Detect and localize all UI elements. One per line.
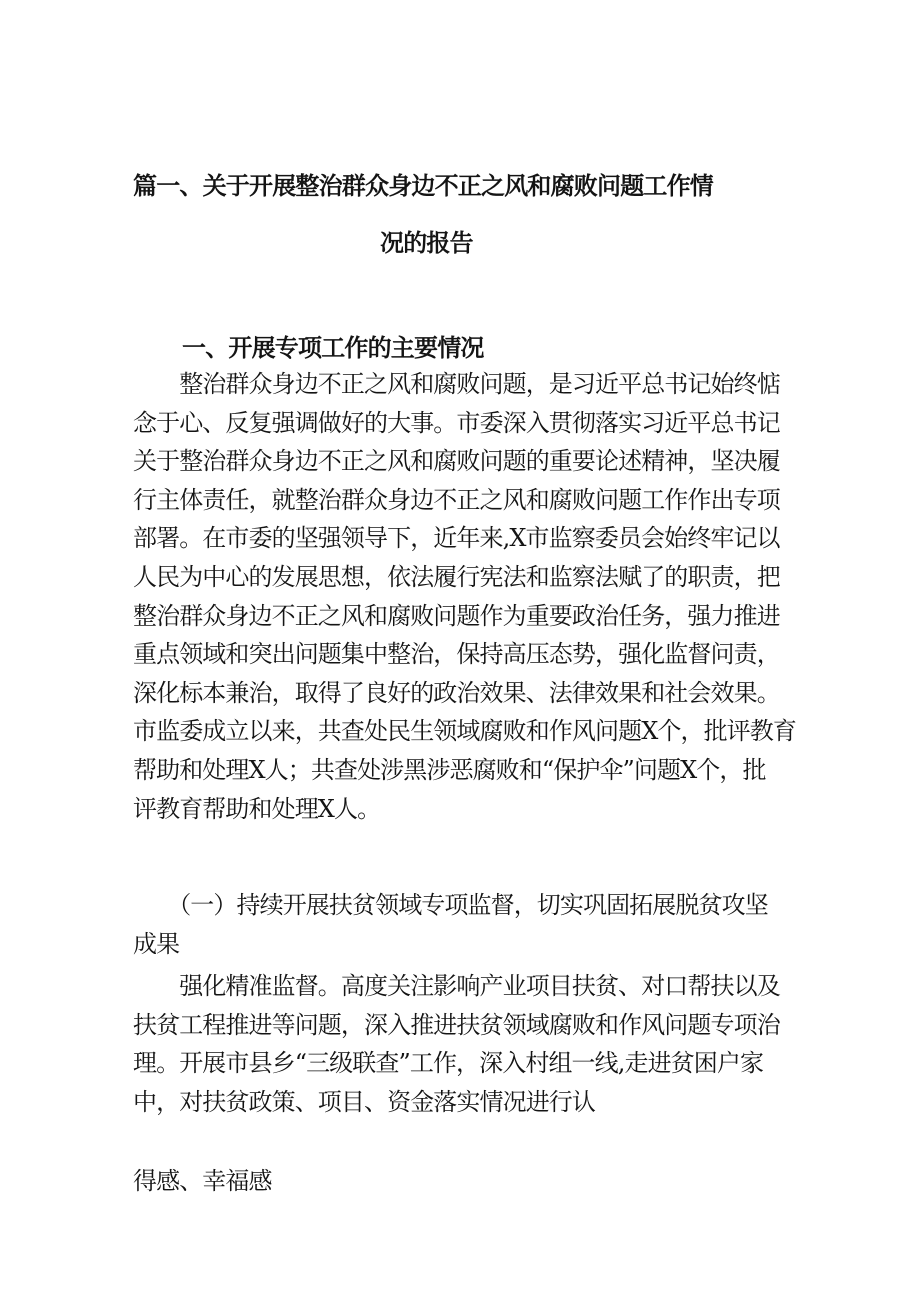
paragraph-line: 整治群众身边不正之风和腐败问题，是习近平总书记始终惦	[133, 370, 780, 398]
subsection-heading-line: （一）持续开展扶贫领域专项监督，切实巩固拓展脱贫攻坚	[133, 891, 768, 919]
paragraph-line: 帮助和处理X人；共查处涉黑涉恶腐败和“保护伞”问题X个，批	[133, 755, 766, 784]
paragraph-line: 关于整治群众身边不正之风和腐败问题的重要论述精神，坚决履	[133, 447, 780, 476]
paragraph-line: 人民为中心的发展思想，依法履行宪法和监察法赋了的职责，把	[133, 562, 780, 591]
paragraph-precise-supervision	[133, 967, 793, 1121]
paragraph-line: 强化精准监督。高度关注影响产业项目扶贫、对口帮扶以及	[133, 972, 780, 1000]
paragraph-line: 念于心、反复强调做好的大事。市委深入贯彻落实习近平总书记	[133, 408, 780, 437]
paragraph-line: 评教育帮助和处理X人。	[133, 794, 381, 823]
trailing-text-fragment: 得感、幸福感	[133, 1167, 272, 1195]
paragraph-line: 整治群众身边不正之风和腐败问题作为重要政治任务，强力推进	[133, 601, 780, 630]
paragraph-line: 行主体责任，就整治群众身边不正之风和腐败问题工作作出专项	[133, 485, 780, 514]
subsection-heading-line: 成果	[133, 929, 180, 958]
paragraph-line: 重点领域和突出问题集中整治，保持高压态势，强化监督问责，	[133, 640, 780, 669]
paragraph-line: 市监委成立以来，共查处民生领域腐败和作风问题X个，批评教育	[133, 717, 796, 746]
document-title-line-2: 况的报告	[380, 229, 473, 257]
paragraph-line: 深化标本兼治，取得了良好的政治效果、法律效果和社会效果。	[133, 678, 780, 707]
document-title-line-1: 篇一、关于开展整治群众身边不正之风和腐败问题工作情	[133, 172, 713, 200]
section-heading-main-situation: 一、开展专项工作的主要情况	[182, 334, 484, 362]
paragraph-line: 扶贫工程推进等问题，深入推进扶贫领域腐败和作风问题专项治	[133, 1010, 780, 1039]
subsection-heading-poverty-supervision	[133, 886, 793, 963]
paragraph-line: 部署。在市委的坚强领导下，近年来,X市监察委员会始终牢记以	[133, 524, 780, 553]
paragraph-overview	[133, 365, 796, 828]
paragraph-line: 中，对扶贫政策、项目、资金落实情况进行认	[133, 1087, 595, 1116]
paragraph-line: 理。开展市县乡“三级联查”工作，深入村组一线,走进贫困户家	[133, 1049, 764, 1078]
